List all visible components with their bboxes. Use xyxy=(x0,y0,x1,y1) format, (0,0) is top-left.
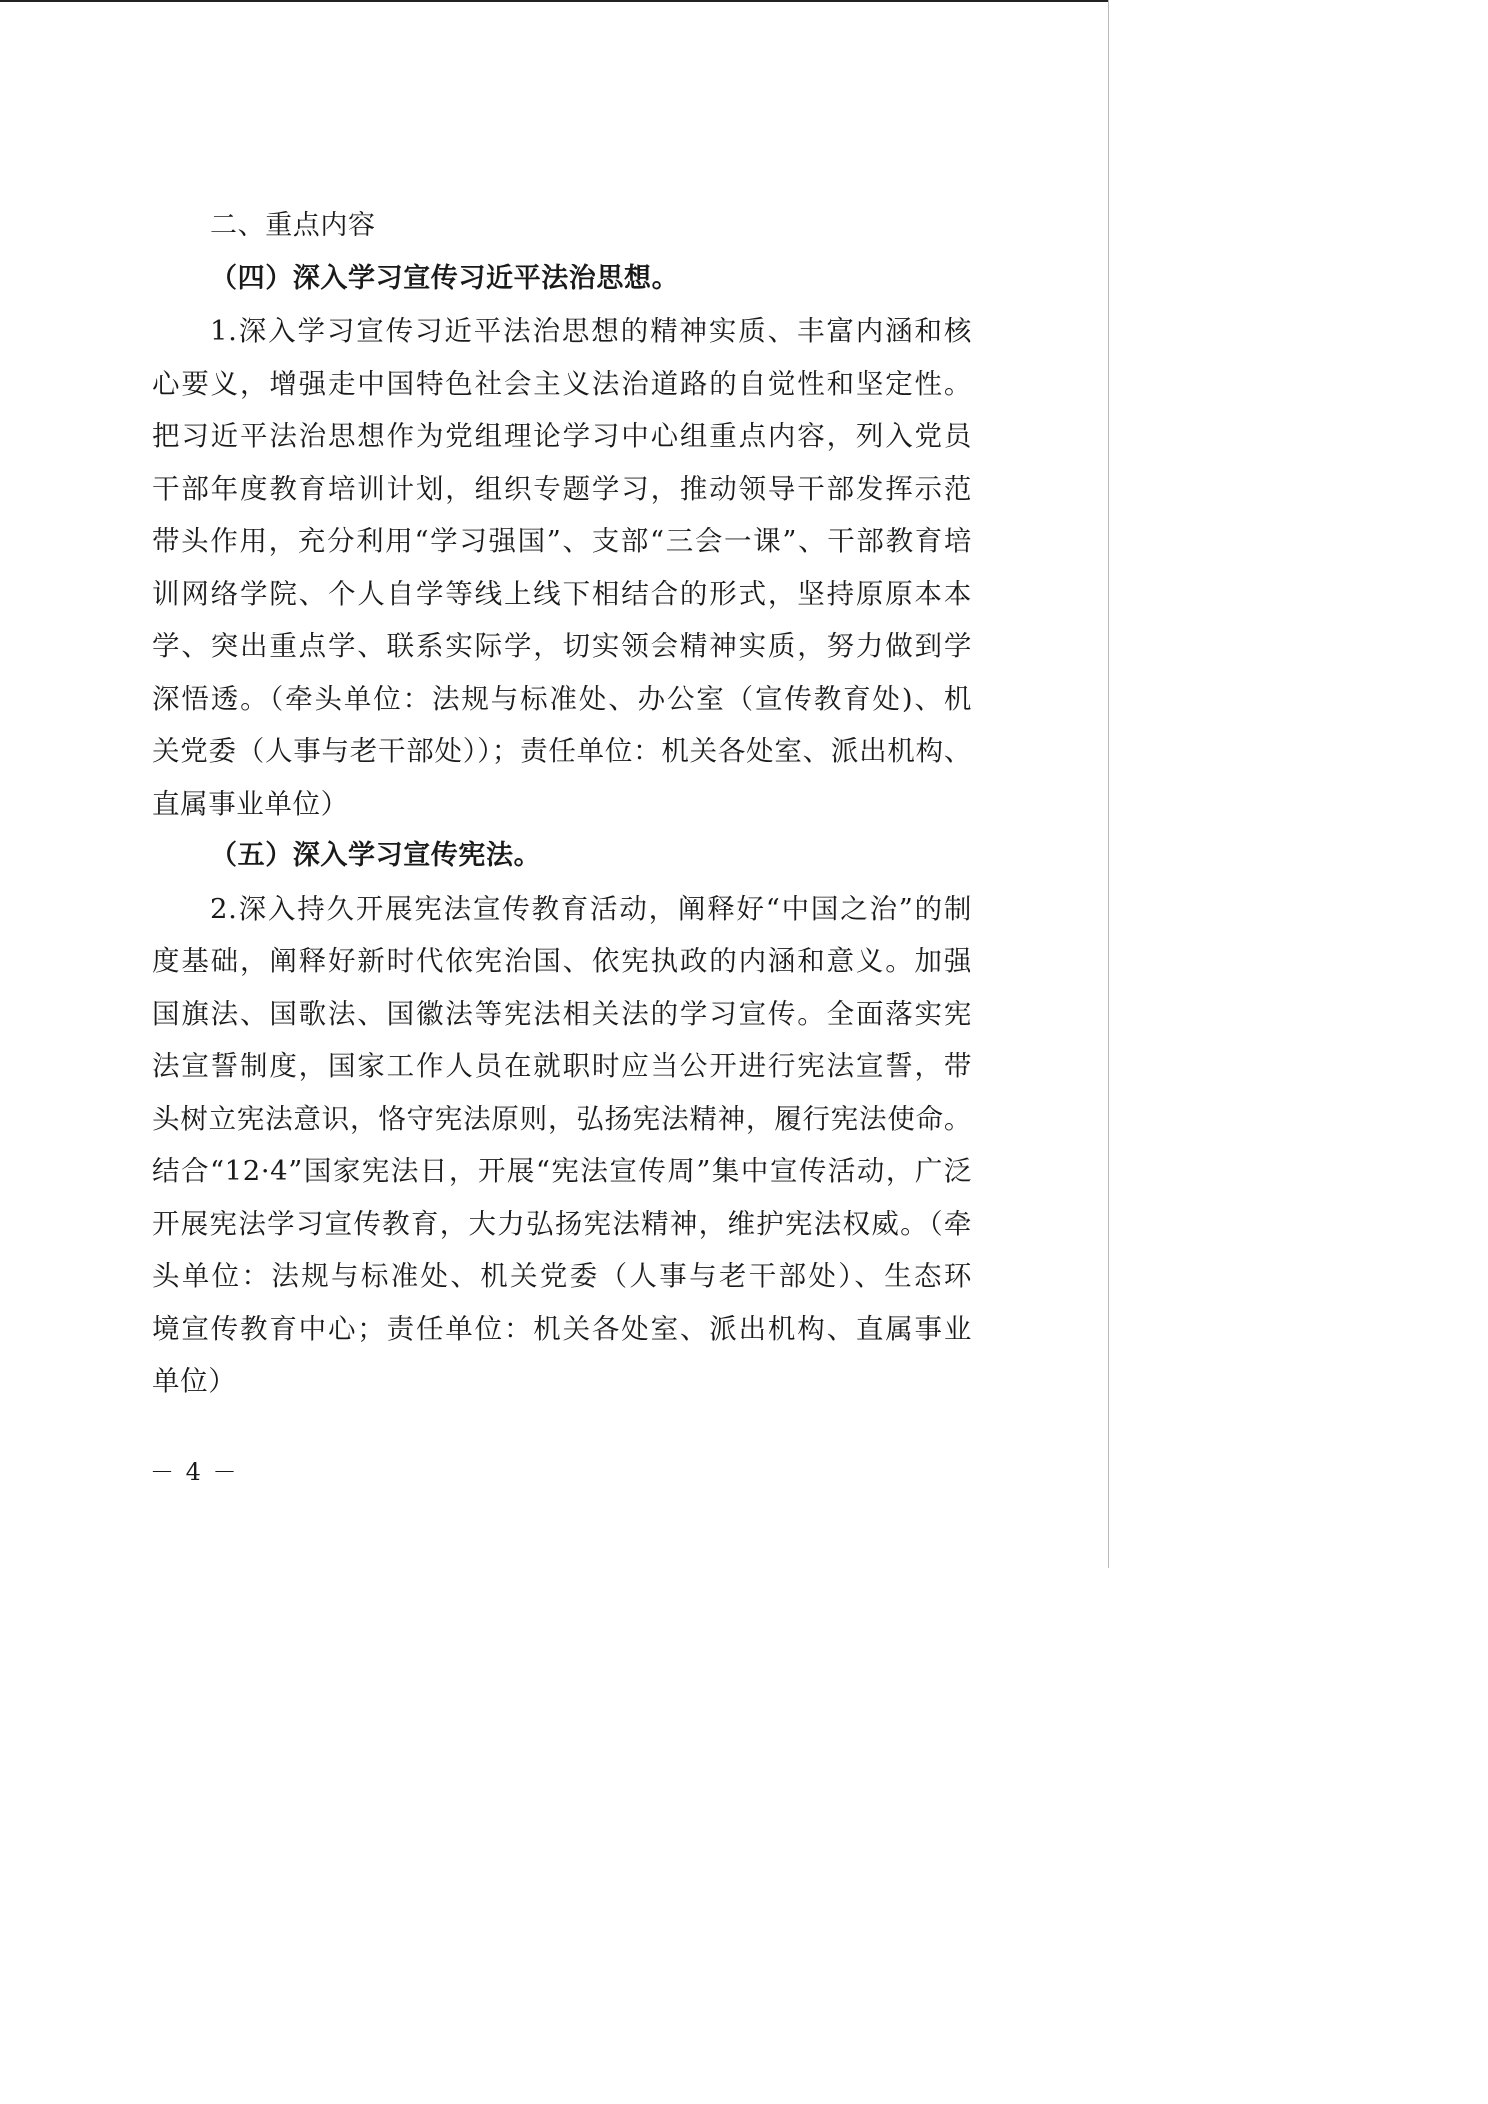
paragraph-line: 1.深入学习宣传习近平法治思想的精神实质、丰富内涵和核 xyxy=(210,315,972,347)
paragraph-line: 学、突出重点学、联系实际学，切实领会精神实质，努力做到学 xyxy=(152,630,972,662)
page-number: － 4 － xyxy=(150,1458,239,1486)
document-body xyxy=(152,200,972,1408)
paragraph-line: 干部年度教育培训计划，组织专题学习，推动领导干部发挥示范 xyxy=(152,472,972,505)
paragraph-line: 把习近平法治思想作为党组理论学习中心组重点内容，列入党员 xyxy=(152,420,972,452)
paragraph-line: 结合“12·4”国家宪法日，开展“宪法宣传周”集中宣传活动，广泛 xyxy=(152,1155,972,1187)
paragraph-line: 2.深入持久开展宪法宣传教育活动，阐释好“中国之治”的制 xyxy=(210,892,972,925)
paragraph-line: 心要义，增强走中国特色社会主义法治道路的自觉性和坚定性。 xyxy=(152,367,972,400)
paragraph-line: 头单位：法规与标准处、机关党委（人事与老干部处）、生态环 xyxy=(152,1260,972,1292)
page-top-border xyxy=(0,0,1109,2)
paragraph-line: 国旗法、国歌法、国徽法等宪法相关法的学习宣传。全面落实宪 xyxy=(152,997,972,1030)
paragraph-line: 带头作用，充分利用“学习强国”、支部“三会一课”、干部教育培 xyxy=(152,525,972,557)
paragraph-1 xyxy=(152,305,972,830)
paragraph-2 xyxy=(152,883,972,1408)
section-heading: 二、重点内容 xyxy=(210,210,376,241)
subsection-title-4: （四）深入学习宣传习近平法治思想。 xyxy=(210,262,680,294)
paragraph-line: 开展宪法学习宣传教育，大力弘扬宪法精神，维护宪法权威。（牵 xyxy=(152,1207,972,1240)
paragraph-line: 直属事业单位） xyxy=(152,787,349,820)
paragraph-line: 关党委（人事与老干部处））；责任单位：机关各处室、派出机构、 xyxy=(152,735,972,767)
page-right-border xyxy=(1108,0,1109,1568)
paragraph-line: 训网络学院、个人自学等线上线下相结合的形式，坚持原原本本 xyxy=(152,577,972,610)
subsection-title-5: （五）深入学习宣传宪法。 xyxy=(210,840,542,871)
paragraph-line: 境宣传教育中心；责任单位：机关各处室、派出机构、直属事业 xyxy=(152,1312,972,1345)
paragraph-line: 法宣誓制度，国家工作人员在就职时应当公开进行宪法宣誓，带 xyxy=(152,1050,972,1082)
paragraph-line: 头树立宪法意识，恪守宪法原则，弘扬宪法精神，履行宪法使命。 xyxy=(152,1102,972,1135)
paragraph-line: 深悟透。（牵头单位：法规与标准处、办公室（宣传教育处)、机 xyxy=(152,682,972,715)
paragraph-line: 度基础，阐释好新时代依宪治国、依宪执政的内涵和意义。加强 xyxy=(152,945,972,977)
paragraph-line: 单位） xyxy=(152,1365,237,1397)
